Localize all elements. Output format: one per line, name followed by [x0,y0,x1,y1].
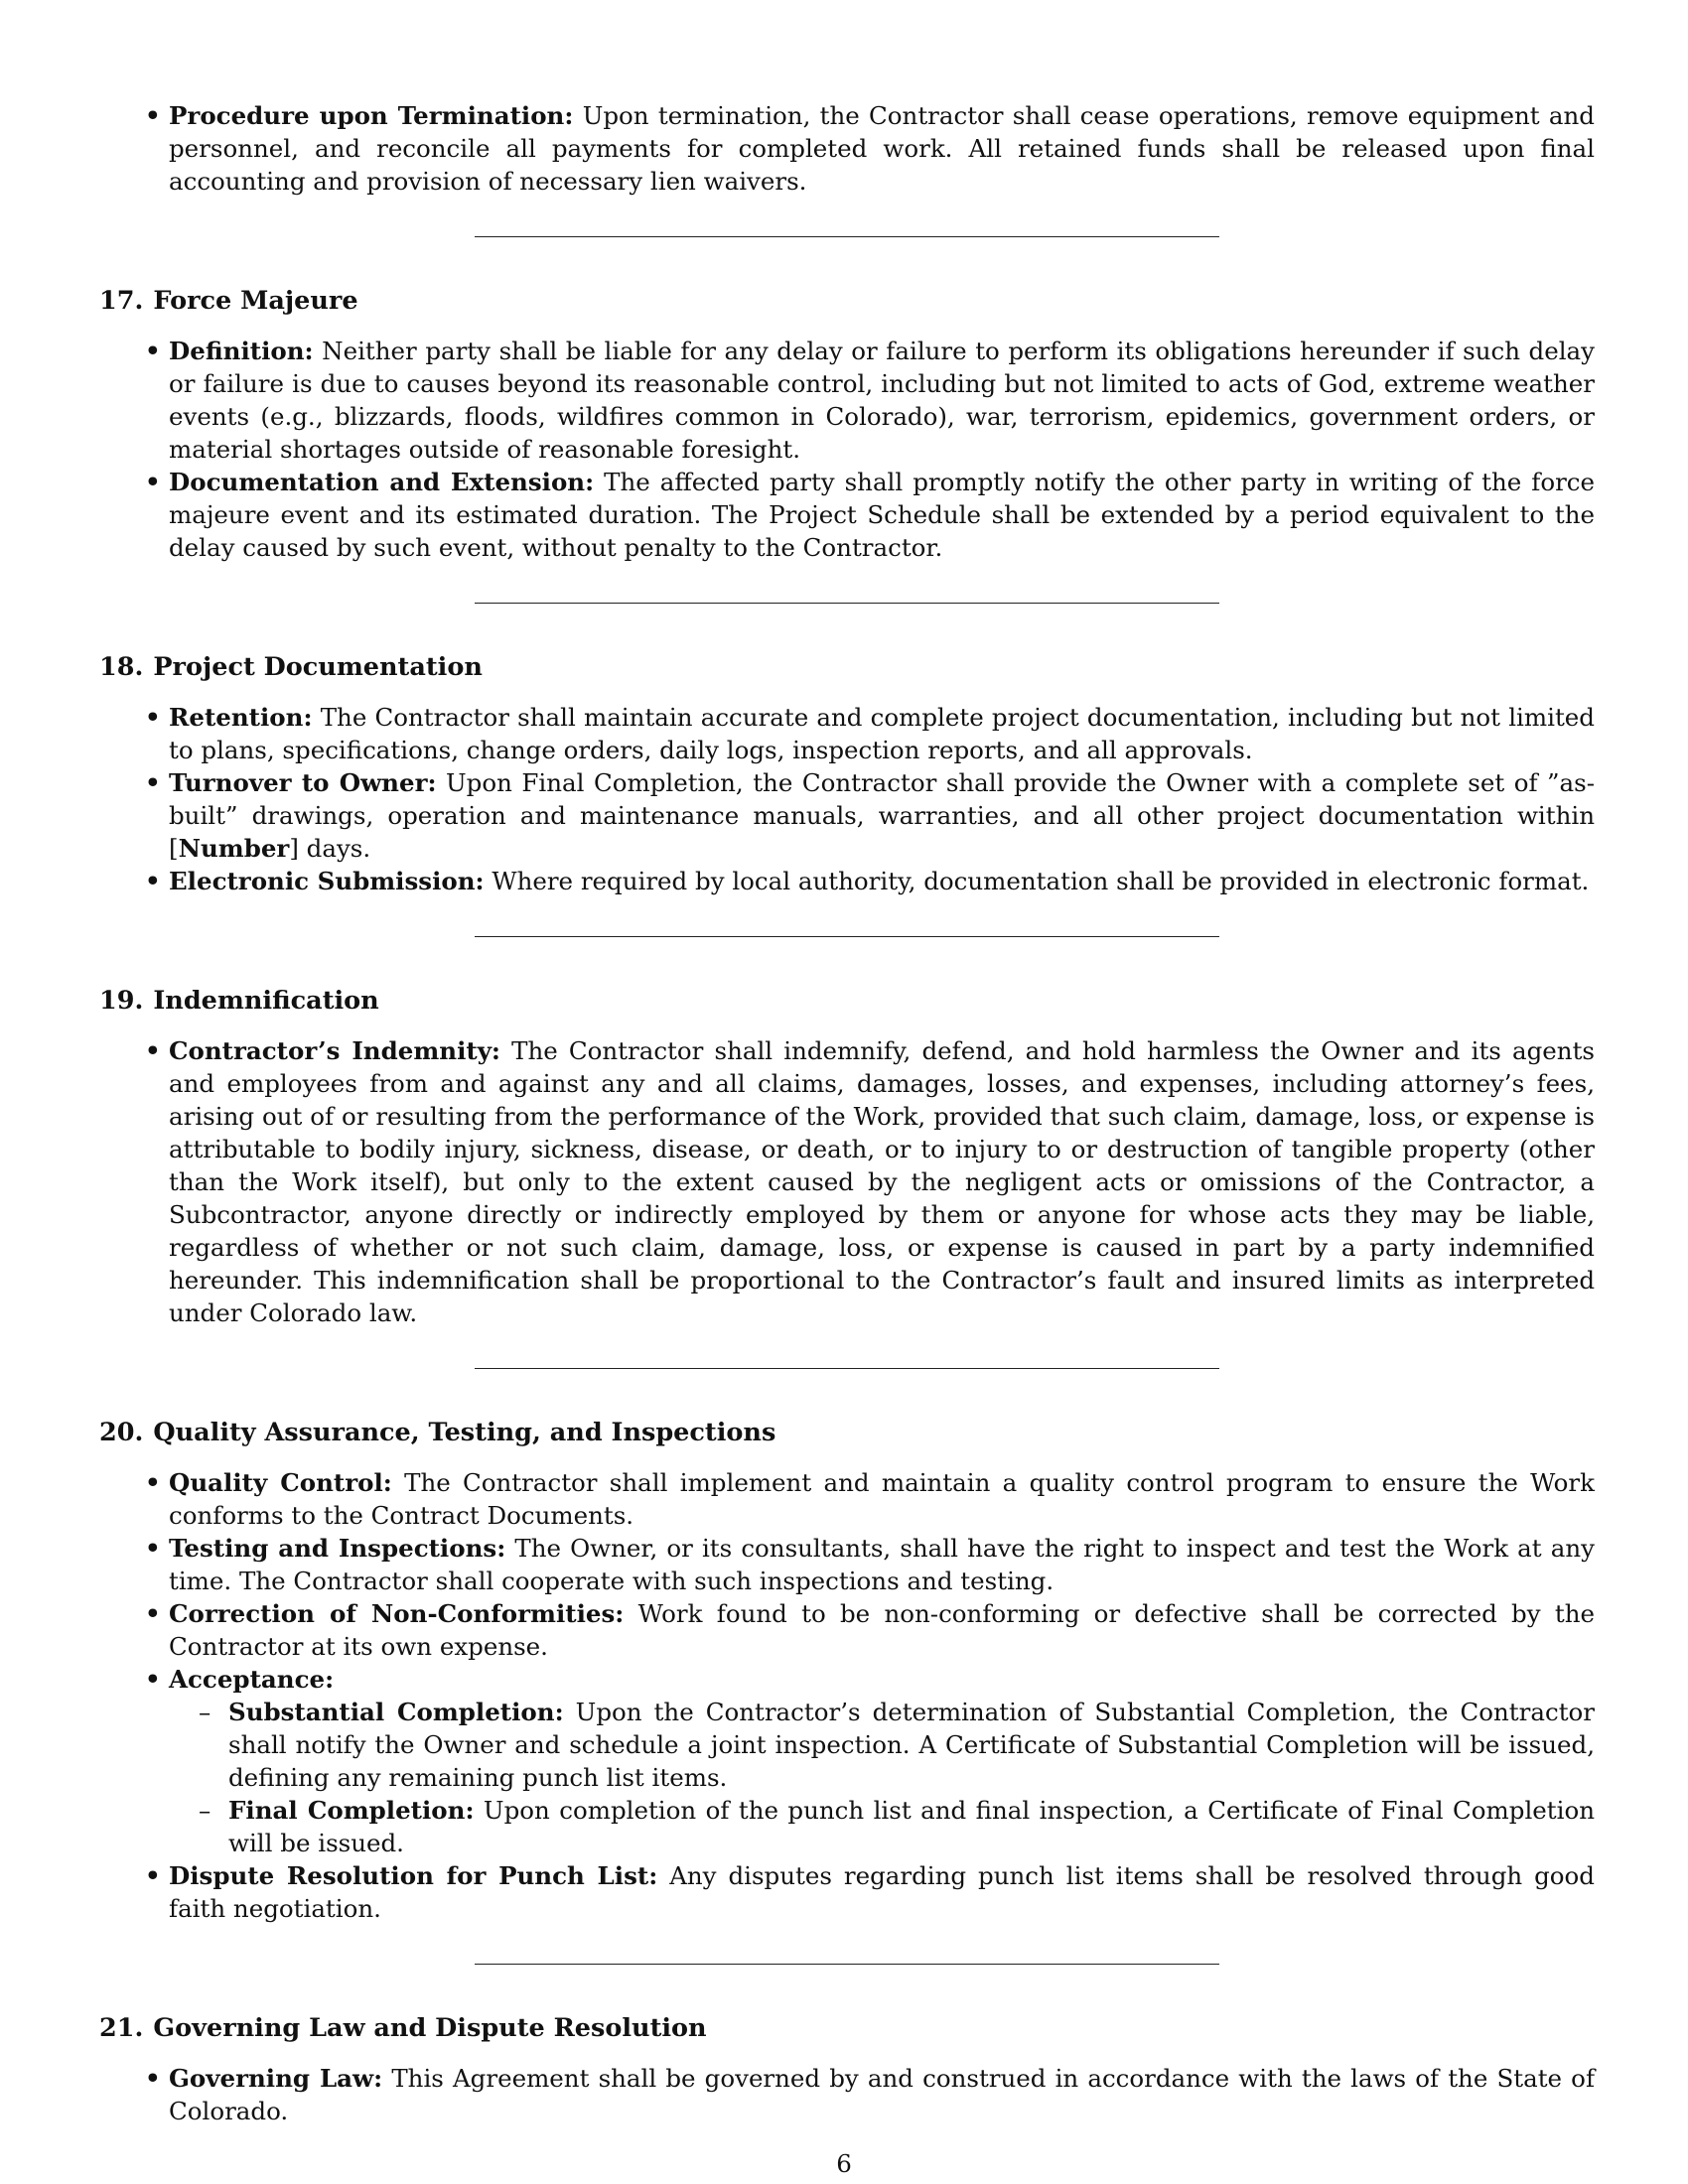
list-item [99,466,1595,564]
bullet: • [145,101,161,130]
dash: – [199,1698,211,1726]
list-item [99,1532,1595,1597]
bullet: • [145,468,161,496]
list-item [99,335,1595,466]
list-item [99,701,1595,766]
bullet: • [145,1036,161,1065]
bullet: • [145,867,161,895]
section-number: 20. [99,1418,144,1447]
section-divider [475,1964,1219,1965]
section-heading [99,651,1595,684]
bullet: • [145,703,161,732]
sub-item-text: Upon completion of the punch list and final inspection, a Certificate of Final Completion will be issued. [228,1796,1595,1857]
item-text: The affected party shall promptly notify the other party in writing of the force majeure event and its estimated duration. The Project Schedule shall be extended by a period equivalent to the delay caused by such event, without penalty to the Contractor. [169,468,1595,562]
section-title: Indemnification [153,986,379,1016]
section-number: 17. [99,286,144,316]
section-title: Force Majeure [153,286,358,316]
section-heading [99,285,1595,318]
section-title: Quality Assurance, Testing, and Inspections [153,1418,776,1447]
item-label: Correction of Non-Conformities: [169,1599,625,1628]
list-item [99,1034,1595,1329]
item-label: Contractor’s Indemnity: [169,1036,500,1065]
sub-item-label: Substantial Completion: [228,1698,564,1726]
page-content [99,99,1595,2127]
sub-list-item [169,1696,1595,1794]
item-text: Upon termination, the Contractor shall cease operations, remove equipment and personnel, and reconcile all payments for completed work. All retained funds shall be released upon final accounting and provision of necessary lien waivers. [169,101,1595,196]
page-number: 6 [836,2149,852,2178]
item-label: Turnover to Owner: [169,768,437,797]
section-list [99,1466,1595,1925]
list-item [99,2062,1595,2127]
placeholder-number: Number [178,834,290,863]
item-text: Where required by local authority, documentation shall be provided in electronic format. [484,867,1590,895]
section-divider [475,936,1219,937]
section-heading [99,985,1595,1018]
continuation-list [99,99,1595,198]
bullet: • [145,1599,161,1628]
section-heading [99,2012,1595,2045]
sub-list-item [169,1794,1595,1859]
section-title: Project Documentation [153,652,483,682]
list-item [99,1597,1595,1663]
item-label: Governing Law: [169,2064,383,2093]
item-label: Documentation and Extension: [169,468,595,496]
list-item [99,99,1595,198]
bullet: • [145,1534,161,1563]
section-number: 19. [99,986,144,1016]
section-list [99,2062,1595,2127]
list-item [99,1859,1595,1925]
item-label: Acceptance: [169,1665,335,1694]
item-label: Testing and Inspections: [169,1534,506,1563]
section-list [99,335,1595,564]
item-text: The Contractor shall indemnify, defend, and hold harmless the Owner and its agents and employees from and against any and all claims, damages, losses, and expenses, including attorney’s fees, arising out of or resulting from the performance of the Work, provided that such claim, damage, loss, or expense is attributable to bodily injury, sickness, disease, or death, or to injury to or destruction of tangible property (other than the Work itself), but only to the extent caused by the negligent acts or omissions of the Contractor, a Subcontractor, anyone directly or indirectly employed by them or anyone for whose acts they may be liable, regardless of whether or not such claim, damage, loss, or expense is caused in part by a party indemnified hereunder. This indemnification shall be proportional to the Contractor’s fault and insured limits as interpreted under Colorado law. [169,1036,1596,1327]
dash: – [199,1796,211,1825]
list-item [99,1663,1595,1859]
bullet: • [145,1468,161,1497]
item-text: Work found to be non-conforming or defective shall be corrected by the Contractor at its own expense. [169,1599,1595,1661]
sub-item-text: Upon the Contractor’s determination of Substantial Completion, the Contractor shall notify the Owner and schedule a joint inspection. A Certificate of Substantial Completion will be issued, defining any remaining punch list items. [228,1698,1595,1792]
item-label: Definition: [169,337,314,365]
item-label: Quality Control: [169,1468,392,1497]
sub-item-label: Final Completion: [228,1796,475,1825]
item-text: Neither party shall be liable for any delay or failure to perform its obligations hereunder if such delay or failure is due to causes beyond its reasonable control, including but not limited to acts of God, extreme weather events (e.g., blizzards, floods, wildfires common in Colorado), war, terrorism, epidemics, government orders, or material shortages outside of reasonable foresight. [169,337,1595,464]
item-text-after: ] days. [289,834,371,863]
sub-list [169,1696,1595,1859]
list-item [99,1466,1595,1532]
bullet: • [145,337,161,365]
section-title: Governing Law and Dispute Resolution [153,2013,707,2043]
section-list [99,1034,1595,1329]
section-heading [99,1417,1595,1449]
bullet: • [145,1665,161,1694]
item-label: Dispute Resolution for Punch List: [169,1861,658,1890]
item-text: The Owner, or its consultants, shall have the right to inspect and test the Work at any time. The Contractor shall cooperate with such inspections and testing. [169,1534,1595,1595]
item-label: Retention: [169,703,313,732]
bullet: • [145,768,161,797]
item-text: The Contractor shall maintain accurate and complete project documentation, including but not limited to plans, specifications, change orders, daily logs, inspection reports, and all approvals. [169,703,1595,764]
item-label: Electronic Submission: [169,867,485,895]
section-divider [475,1368,1219,1369]
section-divider [475,236,1219,237]
section-number: 18. [99,652,144,682]
list-item [99,865,1595,897]
list-item [99,766,1595,865]
section-number: 21. [99,2013,144,2043]
section-list [99,701,1595,897]
item-text: This Agreement shall be governed by and construed in accordance with the laws of the State of Colorado. [169,2064,1596,2125]
bullet: • [145,2064,161,2093]
item-text: Upon Final Completion, the Contractor shall provide the Owner with a complete set of ”as-built” drawings, operation and maintenance manuals, warranties, and all other project documentation within [ [169,768,1595,863]
item-label: Procedure upon Termination: [169,101,574,130]
item-text: Any disputes regarding punch list items shall be resolved through good faith negotiation. [169,1861,1595,1923]
bullet: • [145,1861,161,1890]
item-text: The Contractor shall implement and maintain a quality control program to ensure the Work conforms to the Contract Documents. [169,1468,1595,1530]
section-divider [475,603,1219,604]
